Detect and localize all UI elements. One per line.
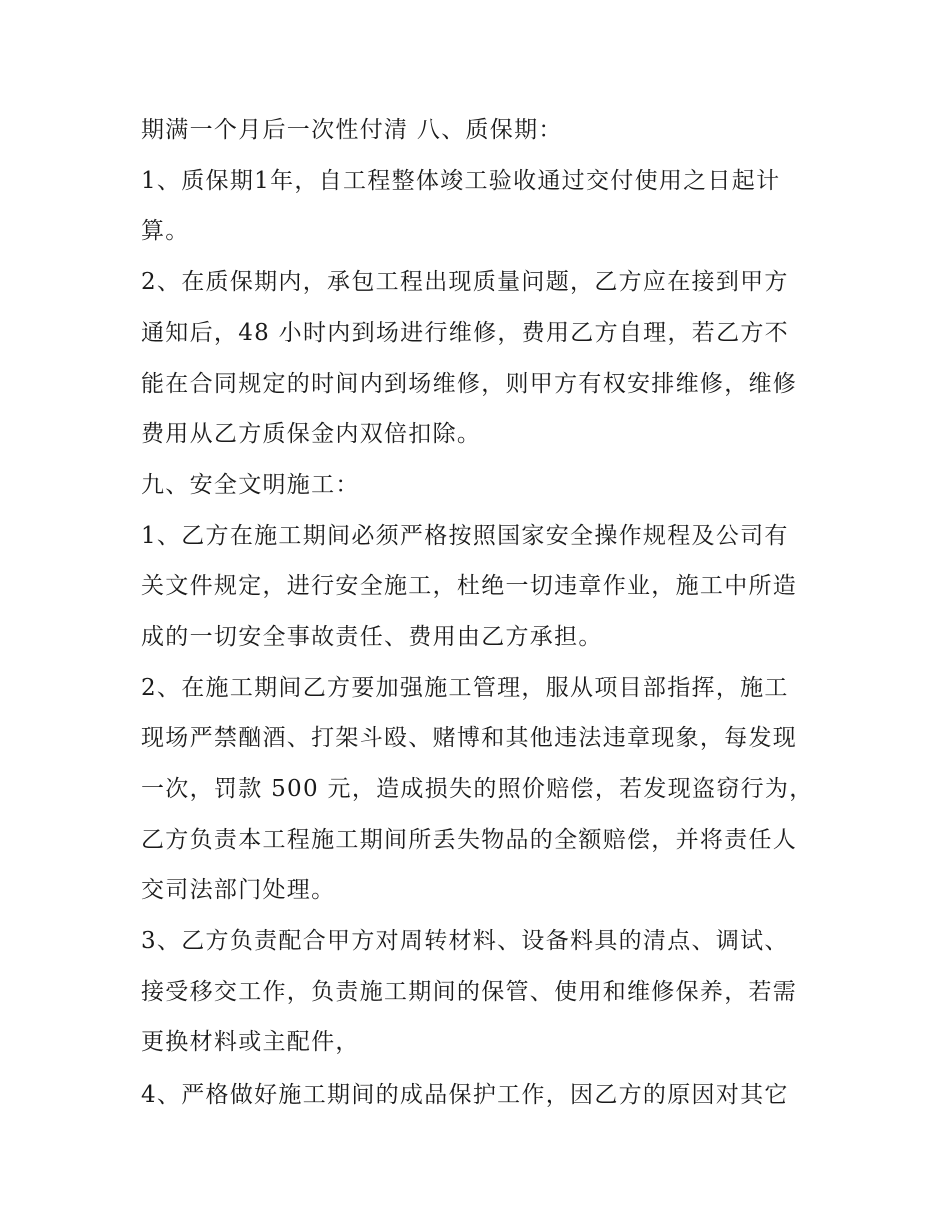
text-line: 乙方负责本工程施工期间所丢失物品的全额赔偿，并将责任人 — [141, 827, 798, 853]
text-line: 交司法部门处理。 — [141, 877, 336, 903]
text-line: 能在合同规定的时间内到场维修，则甲方有权安排维修，维修 — [141, 371, 798, 397]
text-line: 通知后，48 小时内到场进行维修，费用乙方自理，若乙方不 — [141, 320, 789, 346]
text-line: 1、乙方在施工期间必须严格按照国家安全操作规程及公司有 — [141, 523, 789, 549]
text-line: 2、在质保期内，承包工程出现质量问题，乙方应在接到甲方 — [141, 269, 789, 295]
text-line: 费用从乙方质保金内双倍扣除。 — [141, 421, 482, 447]
text-line: 成的一切安全事故责任、费用由乙方承担。 — [141, 624, 603, 650]
section-heading: 九、安全文明施工： — [141, 472, 360, 498]
text-line: 算。 — [141, 218, 190, 244]
text-line: 期满一个月后一次性付清 八、质保期： — [141, 117, 563, 143]
text-line: 4、严格做好施工期间的成品保护工作，因乙方的原因对其它 — [141, 1082, 789, 1108]
text-line: 一次，罚款 500 元，造成损失的照价赔偿，若发现盗窃行为， — [141, 776, 814, 802]
text-line: 现场严禁酗酒、打架斗殴、赌博和其他违法违章现象，每发现 — [141, 725, 798, 751]
text-line: 接受移交工作，负责施工期间的保管、使用和维修保养，若需 — [141, 979, 798, 1005]
text-line: 更换材料或主配件， — [141, 1029, 360, 1055]
text-line: 1、质保期1年，自工程整体竣工验收通过交付使用之日起计 — [141, 168, 781, 194]
text-line: 3、乙方负责配合甲方对周转材料、设备料具的清点、调试、 — [141, 928, 789, 954]
text-line: 2、在施工期间乙方要加强施工管理，服从项目部指挥，施工 — [141, 675, 789, 701]
text-line: 关文件规定，进行安全施工，杜绝一切违章作业，施工中所造 — [141, 573, 798, 599]
